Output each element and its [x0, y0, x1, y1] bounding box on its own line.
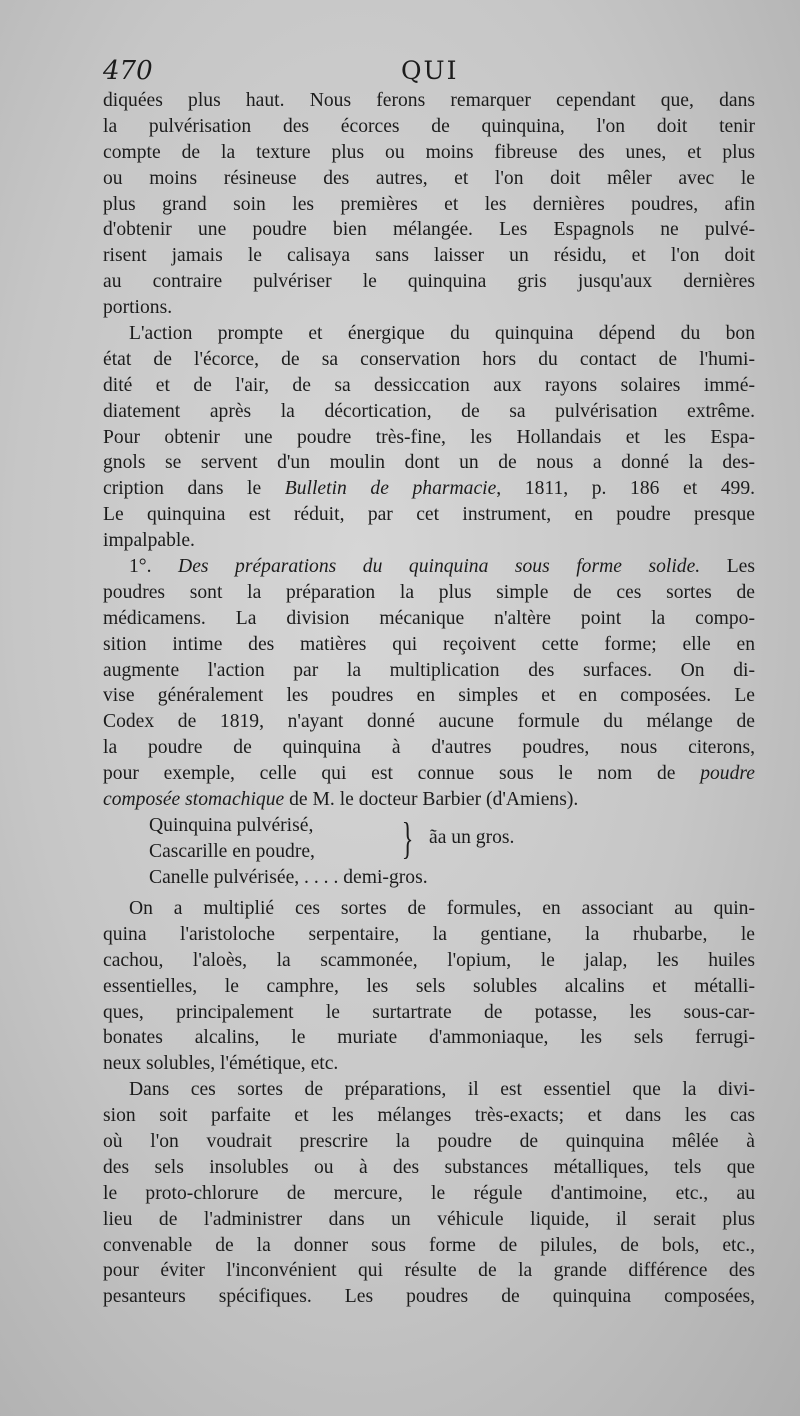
text-line: risent jamais le calisaya sans laisser un résidu, et l'on doit [103, 245, 755, 267]
text-line: au contraire pulvériser le quinquina gris jusqu'aux dernières [103, 271, 755, 293]
text-line: Codex de 1819, n'ayant donné aucune formule du mélange de [103, 711, 755, 733]
text-line: plus grand soin les premières et les dernières poudres, afin [103, 193, 755, 215]
text-line: ques, principalement le surtartrate de potasse, les sous-car- [103, 1001, 755, 1023]
text-line: vise généralement les poudres en simples et en composées. Le [103, 685, 755, 707]
section-number: 1°. [129, 556, 179, 578]
text-line: sion soit parfaite et les mélanges très-exacts; et dans les cas [103, 1105, 755, 1127]
citation-before: cription dans le [103, 478, 285, 500]
text-line: dité et de l'air, de sa dessiccation aux rayons solaires immé- [103, 374, 755, 396]
text-fragment: pour exemple, celle qui est connue sous le nom de [103, 763, 701, 785]
italic-term: poudre [700, 763, 755, 785]
recipe-item: Canelle pulvérisée, . . . . demi-gros. [149, 866, 428, 888]
recipe-item: Quinquina pulvérisé, [149, 814, 314, 836]
text-line: diatement après la décortication, de sa pulvérisation extrême. [103, 400, 755, 422]
text-line: compte de la texture plus ou moins fibreuse des unes, et plus [103, 141, 755, 163]
page-header [103, 56, 753, 88]
citation-title: Bulletin de pharmacie [284, 478, 497, 500]
text-line: Le quinquina est réduit, par cet instrument, en poudre presque [103, 504, 755, 526]
text-line: médicamens. La division mécanique n'altère point la compo- [103, 607, 755, 629]
running-head: QUI [401, 56, 459, 85]
text-line: sition intime des matières qui reçoivent cette forme; elle en [103, 633, 755, 655]
text-line: impalpable. [103, 530, 195, 552]
text-line: pesanteurs spécifiques. Les poudres de quinquina composées, [103, 1286, 755, 1308]
text-line: ou moins résineuse des autres, et l'on doit mêler avec le [103, 167, 755, 189]
text-line: essentielles, le camphre, les sels solubles alcalins et métalli- [103, 975, 755, 997]
text-line: pour éviter l'inconvénient qui résulte de la grande différence des [103, 1260, 755, 1282]
text-line: augmente l'action par la multiplication des surfaces. On di- [103, 659, 755, 681]
text-line: Pour obtenir une poudre très-fine, les Hollandais et les Espa- [103, 426, 755, 448]
text-line: où l'on voudrait prescrire la poudre de quinquina mêlée à [103, 1130, 755, 1152]
text-line: bonates alcalins, le muriate d'ammoniaque, les sels ferrugi- [103, 1027, 755, 1049]
text-line: état de l'écorce, de sa conservation hors du contact de l'humi- [103, 348, 755, 370]
text-line: des sels insolubles ou à des substances métalliques, tels que [103, 1156, 755, 1178]
text-line: Dans ces sortes de préparations, il est essentiel que la divi- [129, 1079, 755, 1101]
text-line: poudres sont la préparation la plus simple de ces sortes de [103, 581, 755, 603]
text-line: On a multiplié ces sortes de formules, en associant au quin- [129, 897, 755, 919]
section-heading [103, 554, 755, 580]
italic-term: composée stomachique [103, 789, 285, 811]
citation-line [103, 476, 755, 502]
text-line: cachou, l'aloès, la scammonée, l'opium, le jalap, les huiles [103, 949, 755, 971]
section-after: Les [700, 556, 755, 578]
text-line [103, 787, 755, 813]
text-line: d'obtenir une poudre bien mélangée. Les Espagnols ne pulvé- [103, 219, 755, 241]
text-fragment: de M. le docteur Barbier (d'Amiens). [284, 789, 579, 811]
recipe-item: Cascarille en poudre, [149, 840, 315, 862]
text-line: la pulvérisation des écorces de quinquina, l'on doit tenir [103, 115, 755, 137]
brace-glyph: } [401, 813, 414, 863]
text-line: le proto-chlorure de mercure, le régule d'antimoine, etc., au [103, 1182, 755, 1204]
text-line: L'action prompte et énergique du quinquina dépend du bon [129, 323, 755, 345]
text-line: la poudre de quinquina à d'autres poudres, nous citerons, [103, 737, 755, 759]
text-line [103, 761, 755, 787]
text-line: convenable de la donner sous forme de pilules, de bols, etc., [103, 1234, 755, 1256]
recipe-quantity: ãa un gros. [429, 826, 515, 848]
body-text [103, 88, 755, 1310]
section-title: Des préparations du quinquina sous forme solide. [178, 556, 701, 578]
text-line: diquées plus haut. Nous ferons remarquer cependant que, dans [103, 90, 755, 111]
text-line: gnols se servent d'un moulin dont un de nous a donné la des- [103, 452, 755, 474]
text-line: neux solubles, l'émétique, etc. [103, 1053, 339, 1075]
page-number: 470 [103, 56, 153, 86]
citation-after: , 1811, p. 186 et 499. [496, 478, 756, 500]
text-line: quina l'aristoloche serpentaire, la gentiane, la rhubarbe, le [103, 923, 755, 945]
text-line: lieu de l'administrer dans un véhicule liquide, il serait plus [103, 1208, 755, 1230]
recipe-block [103, 813, 755, 896]
text-line: portions. [103, 297, 173, 319]
